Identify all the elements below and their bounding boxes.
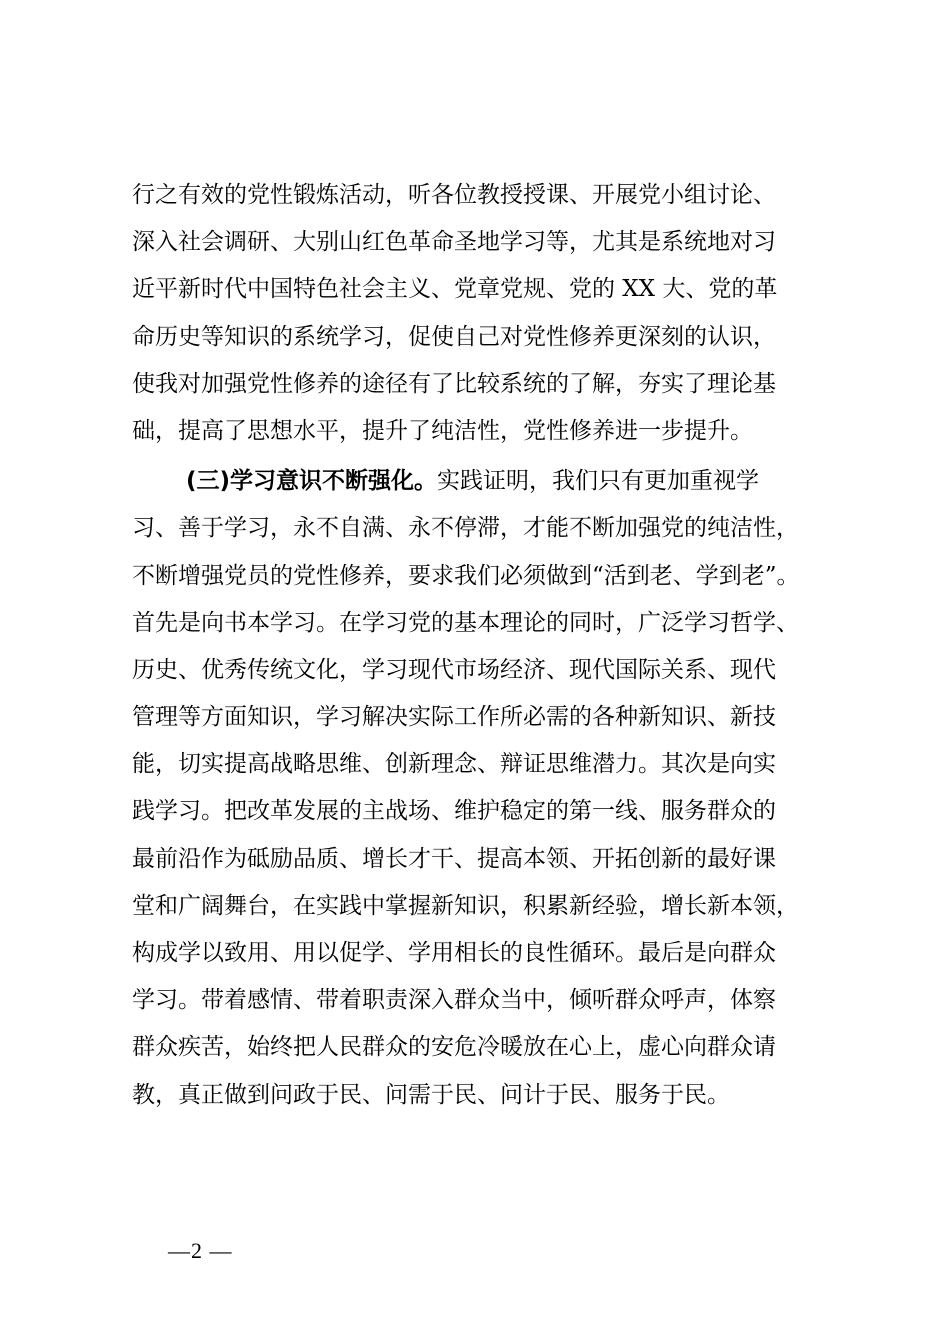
paragraph-line: 础，提高了思想水平，提升了纯洁性，党性修养进一步提升。 — [132, 417, 753, 444]
paragraph-line: 教，真正做到问政于民、问需于民、问计于民、服务于民。 — [132, 1081, 730, 1108]
paragraph-line: 近平新时代中国特色社会主义、党章党规、党的 XX 大、党的革 — [132, 276, 778, 303]
section-heading: (三)学习意识不断强化。 — [186, 468, 438, 495]
section-first-line-text: 实践证明，我们只有更加重视学 — [437, 468, 760, 495]
section-heading-line — [132, 458, 832, 505]
paragraph-line: 习、善于学习，永不自满、永不停滞，才能不断加强党的纯洁性， — [132, 515, 799, 542]
paragraph-line: 最前沿作为砥励品质、增长才干、提高本领、开拓创新的最好课 — [132, 845, 776, 872]
paragraph-line: 深入社会调研、大别山红色革命圣地学习等，尤其是系统地对习 — [132, 229, 776, 256]
paragraph-line: 行之有效的党性锻炼活动，听各位教授授课、开展党小组讨论、 — [132, 182, 776, 208]
paragraph-line: 能，切实提高战略思维、创新理念、辩证思维潜力。其次是向实 — [132, 751, 776, 778]
paragraph-line: 学习。带着感情、带着职责深入群众当中，倾听群众呼声，体察 — [132, 987, 776, 1014]
paragraph-line: 堂和广阔舞台，在实践中掌握新知识，积累新经验，增长新本领， — [132, 892, 799, 919]
body-text — [132, 172, 832, 1119]
paragraph-line: 管理等方面知识，学习解决实际工作所必需的各种新知识、新技 — [132, 704, 776, 731]
paragraph-line: 首先是向书本学习。在学习党的基本理论的同时，广泛学习哲学、 — [132, 609, 799, 636]
paragraph-line: 不断增强党员的党性修养，要求我们必须做到“活到老、学到老”。 — [132, 562, 800, 589]
paragraph-line: 践学习。把改革发展的主战场、维护稳定的第一线、服务群众的 — [132, 798, 776, 825]
paragraph-line: 群众疾苦，始终把人民群众的安危冷暖放在心上，虚心向群众请 — [132, 1034, 776, 1061]
paragraph-line: 使我对加强党性修养的途径有了比较系统的了解，夯实了理论基 — [132, 370, 776, 397]
page-number: —2 — — [168, 1238, 233, 1263]
paragraph-line: 构成学以致用、用以促学、学用相长的良性循环。最后是向群众 — [132, 940, 776, 966]
paragraph-line: 历史、优秀传统文化，学习现代市场经济、现代国际关系、现代 — [132, 656, 776, 683]
paragraph-line: 命历史等知识的系统学习，促使自己对党性修养更深刻的认识， — [132, 323, 776, 350]
